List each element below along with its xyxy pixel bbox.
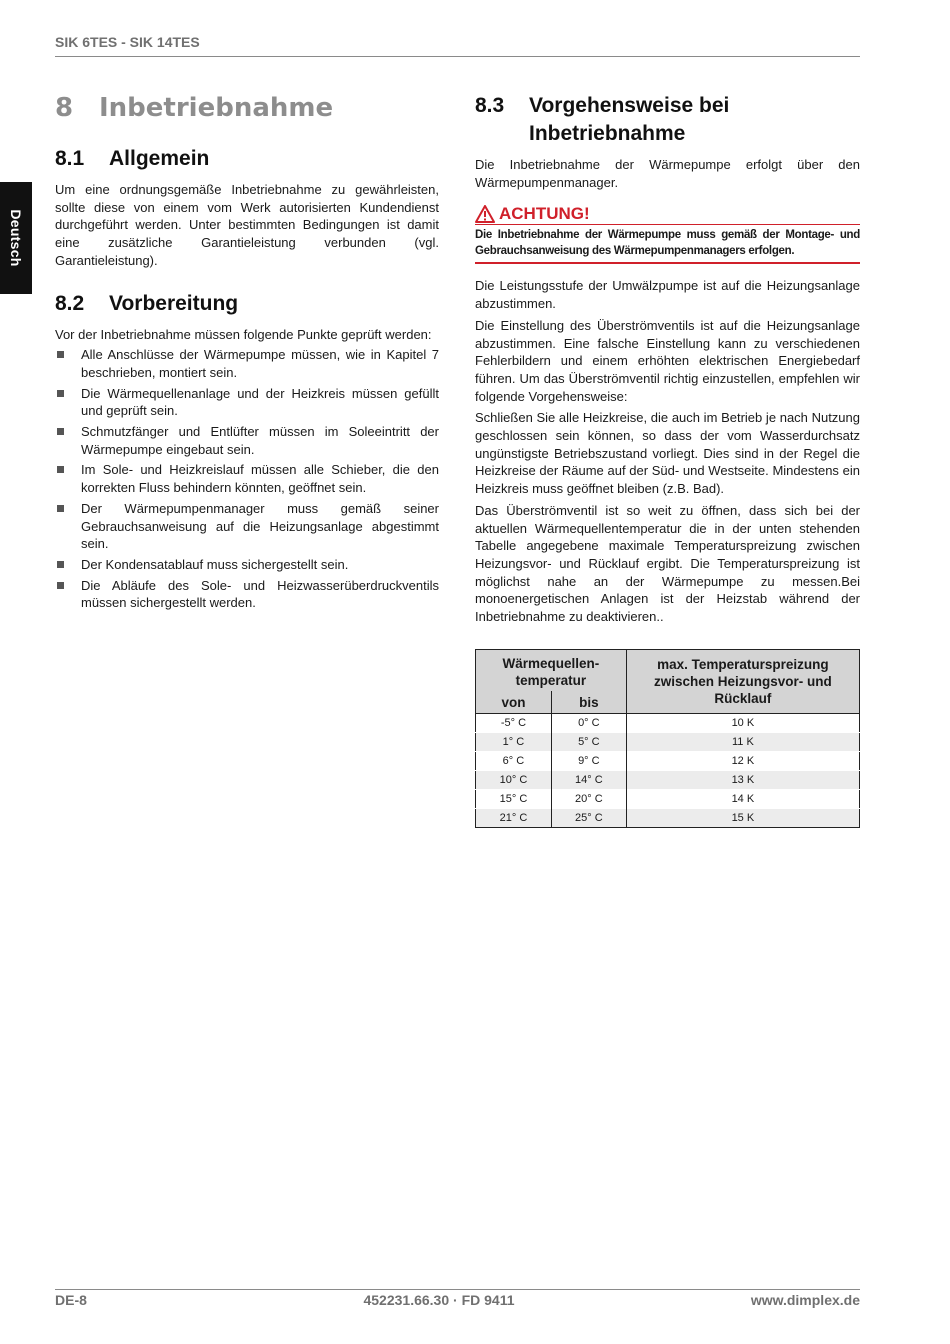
- table-cell-to: 25° C: [551, 808, 626, 827]
- footer-website: www.dimplex.de: [750, 1292, 860, 1308]
- checklist-item: Der Kondensatablauf muss sichergestellt sein.: [55, 556, 439, 574]
- checklist: [55, 346, 439, 612]
- section-8-3-intro: Die Inbetriebnahme der Wärmepumpe erfolgt über den Wärmepumpenmanager.: [475, 157, 860, 190]
- section-8-2-intro: Vor der Inbetriebnahme müssen folgende Punkte geprüft werden:: [55, 326, 432, 342]
- table-cell-to: 5° C: [551, 732, 626, 751]
- section-8-3-number: 8.3: [475, 94, 505, 117]
- bullet-square-icon: [57, 351, 64, 358]
- table-cell-from: 1° C: [476, 732, 552, 751]
- table-cell-spread: 13 K: [626, 770, 859, 789]
- table-cell-to: 0° C: [551, 713, 626, 732]
- bullet-square-icon: [57, 561, 64, 568]
- footer-doc-number: 452231.66.30 · FD 9411: [363, 1292, 515, 1308]
- checklist-item: Die Wärmequellenanlage und der Heizkreis müssen gefüllt und geprüft sein.: [55, 385, 439, 420]
- table-header-spread: max. Temperaturspreizung zwischen Heizungsvor- und Rücklauf: [626, 649, 859, 713]
- left-column: [55, 92, 439, 615]
- table-cell-spread: 14 K: [626, 789, 859, 808]
- checklist-item: Die Abläufe des Sole- und Heizwasserüberdruckventils müssen sichergestellt werden.: [55, 577, 439, 612]
- temperature-spread-table: [475, 649, 860, 828]
- table-cell-spread: 12 K: [626, 751, 859, 770]
- chapter-heading: [55, 92, 439, 124]
- header-divider: [55, 56, 860, 57]
- warning-box: [475, 204, 860, 264]
- chapter-number: 8: [55, 93, 74, 123]
- table-cell-spread: 15 K: [626, 808, 859, 827]
- section-8-1-text: Um eine ordnungsgemäße Inbetriebnahme zu gewährleisten, sollte diese von einem vom Werk autorisierten Kundendienst durchgeführt werden. Unter bestimmten Bedingungen ist damit eine zusätzliche Garantieleistung verbunden (vgl. Garantieleistung).: [55, 182, 439, 268]
- section-8-1-title: Allgemein: [109, 147, 210, 170]
- section-8-3-heading: [475, 92, 860, 148]
- table-header-source-temp: Wärmequellen-temperatur: [476, 649, 627, 691]
- table-body: [476, 713, 860, 827]
- table-cell-from: -5° C: [476, 713, 552, 732]
- table-row: [476, 770, 860, 789]
- checklist-item: Im Sole- und Heizkreislauf müssen alle Schieber, die den korrekten Fluss behindern könnten, geöffnet sein.: [55, 461, 439, 496]
- table-cell-spread: 10 K: [626, 713, 859, 732]
- section-8-3-title-line1: Vorgehensweise bei: [529, 94, 730, 117]
- warning-triangle-icon: [475, 205, 495, 223]
- table-cell-from: 10° C: [476, 770, 552, 789]
- bullet-square-icon: [57, 466, 64, 473]
- table-row: [476, 789, 860, 808]
- paragraph: Schließen Sie alle Heizkreise, die auch im Betrieb je nach Nutzung geschlossen sein können, so dass der vom Wasserdurchsatz ungünstigste Betriebszustand vorliegt. Dies sind in der Regel die Heizkreise der Räume auf der Süd- und Westseite. Mindestens ein Heizkreis muss geöffnet bleiben (z.B. Bad).: [475, 410, 860, 497]
- table-header-row: [476, 649, 860, 691]
- table-header-from: von: [476, 691, 552, 713]
- footer-divider: [55, 1289, 860, 1290]
- warning-title: ACHTUNG!: [499, 204, 590, 224]
- table-cell-from: 15° C: [476, 789, 552, 808]
- table-row: [476, 713, 860, 732]
- section-8-2-number: 8.2: [55, 291, 85, 315]
- table-row: [476, 808, 860, 827]
- warning-heading: [475, 204, 860, 224]
- paragraph: Die Leistungsstufe der Umwälzpumpe ist auf die Heizungsanlage abzustimmen.: [475, 278, 860, 312]
- checklist-item: Alle Anschlüsse der Wärmepumpe müssen, wie in Kapitel 7 beschrieben, montiert sein.: [55, 346, 439, 381]
- chapter-title: Inbetriebnahme: [99, 93, 334, 123]
- table-cell-to: 9° C: [551, 751, 626, 770]
- table-cell-to: 14° C: [551, 770, 626, 789]
- paragraph: Das Überströmventil ist so weit zu öffnen, dass sich bei der aktuellen Wärmequellentemperatur die in der unten stehenden Tabelle angegebene maximale Temperaturspreizung zwischen Heizungsvor- und Rücklauf ergibt. Die Temperaturspreizung ist möglichst nahe an der Wärmepumpe zu messen.Bei monoenergetischen Anlagen ist der Heizstab während der Inbetriebnahme zu deaktivieren..: [475, 502, 860, 625]
- section-8-1-number: 8.1: [55, 147, 85, 170]
- section-8-3-title-line2: Inbetriebnahme: [529, 122, 686, 145]
- bullet-square-icon: [57, 428, 64, 435]
- table-cell-to: 20° C: [551, 789, 626, 808]
- header-title: SIK 6TES - SIK 14TES: [55, 34, 200, 50]
- bullet-square-icon: [57, 505, 64, 512]
- footer-page-number: DE-8: [55, 1292, 87, 1308]
- table-row: [476, 751, 860, 770]
- warning-text: Die Inbetriebnahme der Wärmepumpe muss gemäß der Montage- und Gebrauchsanweisung des Wärmepumpenmanagers erfolgen.: [475, 224, 860, 264]
- language-tab-label: Deutsch: [8, 209, 24, 267]
- table-cell-spread: 11 K: [626, 732, 859, 751]
- table-row: [476, 732, 860, 751]
- bullet-square-icon: [57, 582, 64, 589]
- checklist-item: Der Wärmepumpenmanager muss gemäß seiner Gebrauchsanweisung auf die Heizungsanlage abgestimmt sein.: [55, 500, 439, 553]
- language-tab: [0, 182, 32, 294]
- section-8-2-heading: [55, 290, 439, 318]
- table-cell-from: 21° C: [476, 808, 552, 827]
- section-8-2-title: Vorbereitung: [109, 291, 239, 315]
- table-header-to: bis: [551, 691, 626, 713]
- right-column: [475, 92, 860, 828]
- bullet-square-icon: [57, 390, 64, 397]
- paragraph: Die Einstellung des Überströmventils ist auf die Heizungsanlage abzustimmen. Eine falsche Einstellung kann zu verschiedenen Fehlerbildern und einem erhöhten elektrischen Energiebedarf führen. Um das Überströmventil richtig einzustellen, empfehlen wir folgende Vorgehensweise:: [475, 317, 860, 404]
- checklist-item: Schmutzfänger und Entlüfter müssen im Soleeintritt der Wärmepumpe eingebaut sein.: [55, 423, 439, 458]
- section-8-1-heading: [55, 145, 439, 173]
- table-cell-from: 6° C: [476, 751, 552, 770]
